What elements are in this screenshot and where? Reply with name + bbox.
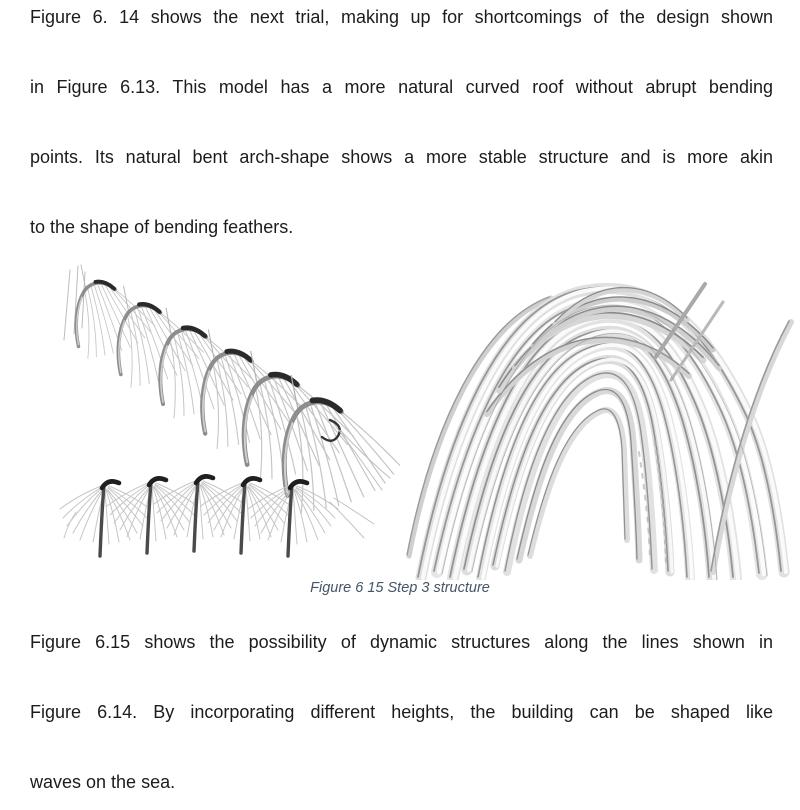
feathered-arch-cascade-image [30, 262, 400, 562]
paragraph-line: Figure 6.15 shows the possibility of dynamic structures along the lines shown in [30, 632, 773, 652]
figure-caption: Figure 6 15 Step 3 structure [310, 580, 490, 596]
paragraph-top [30, 2, 773, 282]
paragraph-line: in Figure 6.13. This model has a more natural curved roof without abrupt bending [30, 77, 773, 97]
paragraph-line: points. Its natural bent arch-shape shows a more stable structure and is more akin [30, 147, 773, 167]
paragraph-line: Figure 6. 14 shows the next trial, making up for shortcomings of the design shown [30, 7, 773, 27]
paragraph-line: waves on the sea. [30, 772, 176, 792]
paragraph-line: to the shape of bending feathers. [30, 217, 294, 237]
paragraph-line: Figure 6.14. By incorporating different heights, the building can be shaped like [30, 702, 773, 722]
paragraph-bottom [30, 627, 773, 810]
bundled-tube-arch-image [403, 262, 795, 580]
